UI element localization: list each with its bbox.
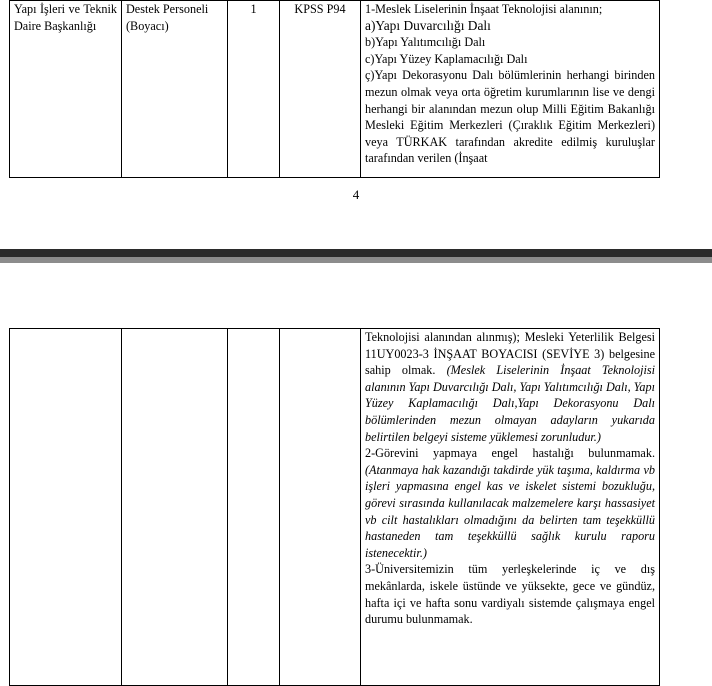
req-intro: 1-Meslek Liselerinin İnşaat Teknolojisi alanının; bbox=[365, 2, 603, 16]
req-item-b: b)Yapı Yalıtımcılığı Dalı bbox=[365, 35, 486, 50]
staff-table-page-2 bbox=[9, 328, 660, 686]
unit-cell bbox=[10, 329, 122, 686]
req-3: 3-Üniversitemizin tüm yerleşkelerinde iç ve dış mekânlarda, iskele üstünde ve yüksekte, gece ve gündüz, hafta içi ve hafta sonu vardiyalı sistemde çalışmaya engel durumu bulunmamak. bbox=[365, 562, 655, 627]
req-item-a: a)Yapı Duvarcılığı Dalı bbox=[365, 17, 491, 33]
staff-table-page-1 bbox=[9, 0, 660, 178]
req-continued bbox=[365, 329, 655, 445]
page-separator bbox=[0, 249, 712, 263]
kpss-type: KPSS P94 bbox=[294, 2, 346, 16]
table-row bbox=[10, 1, 660, 178]
req2-note: (Atanmaya hak kazandığı takdirde yük taşıma, kaldırma vb işleri yapmasına engel kas ve iskelet sistemi bozukluğu, görevi sırasında kullanılacak malzemelere karşı hassasiyet vb cilt hastalıkları olmadığını da belirten tam teşekküllü hastaneden tam teşekküllü sağlık kurulu raporu istenecektir.) bbox=[365, 462, 655, 560]
requirements-cell bbox=[361, 1, 660, 178]
unit-name: Yapı İşleri ve Teknik Daire Başkanlığı bbox=[14, 2, 117, 33]
position-name: Destek Personeli (Boyacı) bbox=[126, 2, 209, 33]
kpss-cell bbox=[280, 1, 361, 178]
req-cont-note: (Meslek Liselerinin İnşaat Teknolojisi alanının Yapı Duvarcılığı Dalı, Yapı Yalıtımcılığı Dalı, Yapı Yüzey Kaplamacılığı Dalı,Yapı Dekorasyonu Dalı bölümlerinden mezun olmayan adayların yukarıda belirtilen belgeyi sisteme yüklemesi zorunludur.) bbox=[365, 363, 655, 444]
position-cell bbox=[122, 329, 228, 686]
unit-cell bbox=[10, 1, 122, 178]
page-number: 4 bbox=[352, 187, 360, 202]
req-item-d: ç)Yapı Dekorasyonu Dalı bölümlerinin herhangi birinden mezun olmak veya orta öğretim kurumlarının lise ve dengi herhangi bir alanından mezun olup Milli Eğitim Bakanlığı Mesleki Eğitim Merkezleri (Çıraklık Eğitim Merkezleri) veya TÜRKAK tarafından akredite edilmiş kuruluşlar tarafından verilen (İnşaat bbox=[365, 68, 655, 166]
position-cell bbox=[122, 1, 228, 178]
req2-text: 2-Görevini yapmaya engel hastalığı bulunmamak. bbox=[365, 446, 655, 461]
count-cell bbox=[228, 329, 280, 686]
position-count: 1 bbox=[250, 2, 257, 16]
kpss-cell bbox=[280, 329, 361, 686]
requirements-cell bbox=[361, 329, 660, 686]
count-cell bbox=[228, 1, 280, 178]
req-item-c: c)Yapı Yüzey Kaplamacılığı Dalı bbox=[365, 51, 528, 66]
req-cont-text: Teknolojisi alanından alınmış); Mesleki Yeterlilik Belgesi 11UY0023-3 İNŞAAT BOYACISI (SEVİYE 3) belgesine sahip olmak. bbox=[365, 330, 655, 378]
table-row bbox=[10, 329, 660, 686]
req-2 bbox=[365, 445, 655, 561]
